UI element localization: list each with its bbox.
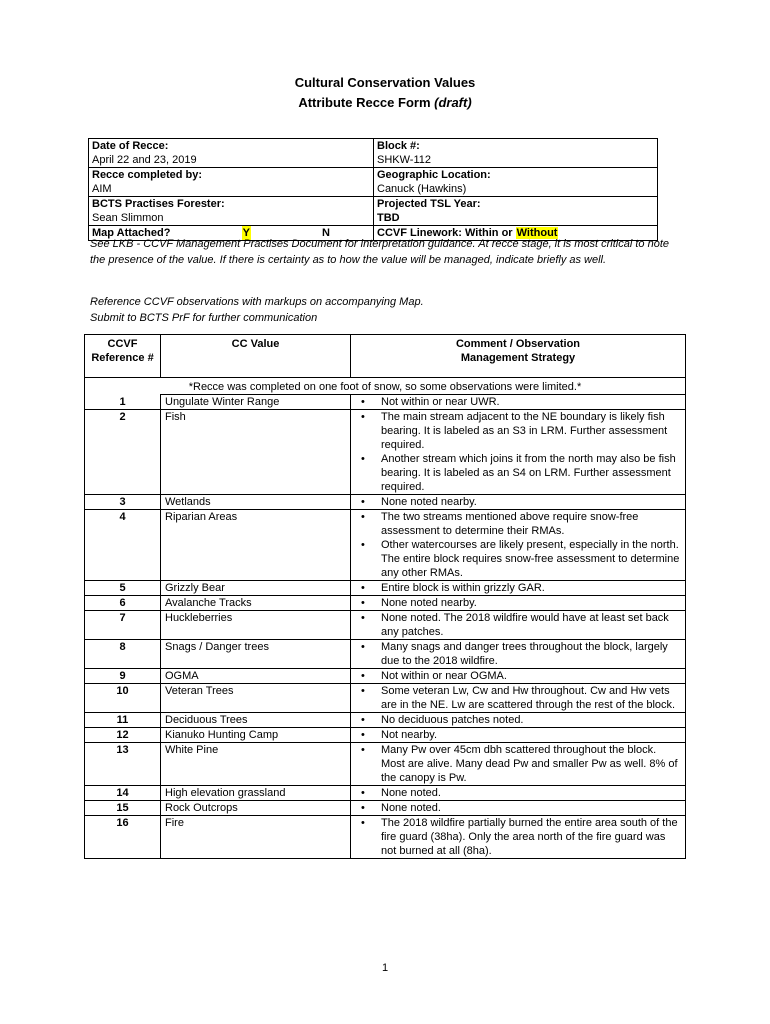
reference-note-line2: Submit to BCTS PrF for further communication [90,312,318,324]
recce-info-table [88,138,658,241]
linework-label: CCVF Linework: [377,227,462,239]
date-label: Date of Recce: [92,140,169,152]
forester-value: Sean Slimmon [92,212,164,224]
cc-value-cell: Avalanche Tracks [161,596,351,611]
comment-list [355,728,681,742]
comment-cell [351,816,686,859]
ccvf-ref-cell: 2 [85,410,161,495]
comment-bullet: • No deciduous patches noted. [375,713,681,727]
form-subtitle [0,95,770,110]
comment-cell [351,510,686,581]
table-row [85,743,686,786]
comment-list [355,611,681,639]
cc-value-cell: Ungulate Winter Range [161,395,351,410]
ccvf-ref-cell: 10 [85,684,161,713]
comment-bullet: • Not nearby. [375,728,681,742]
comment-cell [351,611,686,640]
snow-note: *Recce was completed on one foot of snow, so some observations were limited.* [85,378,686,395]
cc-value-cell: Fire [161,816,351,859]
geo-value: Canuck (Hawkins) [377,183,467,195]
comment-header-line1: Comment / Observation [455,338,581,350]
comment-list [355,640,681,668]
ccvf-ref-cell: 16 [85,816,161,859]
cc-value-cell: Kianuko Hunting Camp [161,728,351,743]
ccvf-ref-cell: 4 [85,510,161,581]
completed-cell [89,168,374,197]
completed-value: AIM [92,183,112,195]
cc-value-cell: Snags / Danger trees [161,640,351,669]
geo-label: Geographic Location: [377,169,491,181]
comment-bullet: • None noted. The 2018 wildfire would have at least set back any patches. [375,611,681,639]
table-row [85,410,686,495]
block-value: SHKW-112 [377,154,432,166]
comment-bullet: • Some veteran Lw, Cw and Hw throughout. Cw and Hw vets are in the NE. Lw are scattered through the rest of the block. [375,684,681,712]
forester-cell [89,197,374,226]
cc-value-cell: Wetlands [161,495,351,510]
comment-column-header [351,335,686,378]
ccvf-ref-cell: 13 [85,743,161,786]
comment-cell [351,684,686,713]
map-no-option: N [322,227,330,239]
draft-label: (draft) [434,95,472,110]
table-row [85,801,686,816]
table-row [85,510,686,581]
linework-without: Without [516,227,558,239]
comment-list [355,495,681,509]
comment-bullet: • None noted nearby. [375,495,681,509]
table-row [85,728,686,743]
comment-list [355,743,681,785]
table-row [85,395,686,410]
comment-list [355,669,681,683]
ccvf-ref-cell: 8 [85,640,161,669]
table-row [85,581,686,596]
table-row [85,786,686,801]
comment-bullet: • None noted nearby. [375,596,681,610]
comment-bullet: • Another stream which joins it from the north may also be fish bearing. It is labeled as an S4 on LRM. Further assessment required. [375,452,681,494]
ccvf-ref-cell: 11 [85,713,161,728]
table-row [85,640,686,669]
comment-bullet: • The two streams mentioned above require snow-free assessment to determine their RMAs. [375,510,681,538]
comment-bullet: • Other watercourses are likely present, especially in the north. The entire block requires snow-free assessment to determine any other RMAs. [375,538,681,580]
comment-cell [351,581,686,596]
comment-cell [351,395,686,410]
table-row [85,669,686,684]
page-number: 1 [381,962,389,974]
reference-note-line1: Reference CCVF observations with markups on accompanying Map. [90,296,424,308]
comment-list [355,816,681,858]
comment-cell [351,410,686,495]
comment-bullet: • The main stream adjacent to the NE boundary is likely fish bearing. It is labeled as an S3 in LRM. Further assessment required. [375,410,681,452]
table-row [85,596,686,611]
map-label: Map Attached? [92,227,171,239]
comment-list [355,801,681,815]
comment-cell [351,495,686,510]
ref-column-header: CCVF Reference # [85,335,161,378]
comment-cell [351,640,686,669]
comment-list [355,786,681,800]
reference-note [90,294,680,326]
comment-header-line2: Management Strategy [460,352,576,364]
comment-bullet: • None noted. [375,786,681,800]
table-header-row [85,335,686,378]
cc-value-cell: Veteran Trees [161,684,351,713]
date-value: April 22 and 23, 2019 [92,154,197,166]
cc-value-cell: Fish [161,410,351,495]
forester-label: BCTS Practises Forester: [92,198,225,210]
comment-list [355,581,681,595]
ccvf-ref-cell: 5 [85,581,161,596]
comment-bullet: • Many Pw over 45cm dbh scattered throughout the block. Most are alive. Many dead Pw and smaller Pw as well. 8% of the canopy is Pw. [375,743,681,785]
comment-cell [351,728,686,743]
comment-list [355,510,681,580]
block-label: Block #: [377,140,420,152]
ccvf-ref-cell: 1 [85,395,161,410]
comment-list [355,596,681,610]
ccvf-ref-cell: 3 [85,495,161,510]
ccvf-ref-cell: 7 [85,611,161,640]
comment-bullet: • None noted. [375,801,681,815]
table-row [85,816,686,859]
guidance-note: See LKB - CCVF Management Practises Document for interpretation guidance. At recce stage, it is most critical to note the presence of the value. If there is certainty as to how the value will be managed, indicate briefly as well. [90,238,669,266]
map-yes-option: Y [242,227,250,239]
date-cell [89,139,374,168]
tsl-cell [374,197,658,226]
completed-label: Recce completed by: [92,169,203,181]
comment-bullet: • Entire block is within grizzly GAR. [375,581,681,595]
cc-value-cell: Grizzly Bear [161,581,351,596]
cc-value-cell: Huckleberries [161,611,351,640]
table-row [85,684,686,713]
geo-cell [374,168,658,197]
ccvf-ref-cell: 12 [85,728,161,743]
form-title: Cultural Conservation Values [294,75,476,90]
comment-list [355,713,681,727]
comment-cell [351,596,686,611]
linework-within: Within [465,227,499,239]
cc-value-cell: Deciduous Trees [161,713,351,728]
ccvf-ref-cell: 15 [85,801,161,816]
comment-cell [351,713,686,728]
ccvf-ref-cell: 14 [85,786,161,801]
comment-list [355,410,681,494]
ccvf-ref-cell: 9 [85,669,161,684]
tsl-value: TBD [377,212,400,224]
comment-cell [351,669,686,684]
comment-list [355,395,681,409]
cc-value-cell: Riparian Areas [161,510,351,581]
comment-cell [351,801,686,816]
cc-value-cell: Rock Outcrops [161,801,351,816]
subtitle-text: Attribute Recce Form [298,95,435,110]
table-row [85,713,686,728]
table-row [85,611,686,640]
comment-cell [351,786,686,801]
tsl-label: Projected TSL Year: [377,198,481,210]
cc-value-cell: OGMA [161,669,351,684]
ccvf-table [84,334,686,859]
cc-value-cell: White Pine [161,743,351,786]
comment-bullet: • The 2018 wildfire partially burned the entire area south of the fire guard (38ha). Only the area north of the fire guard was not burned at all (8ha). [375,816,681,858]
linework-or: or [501,227,513,239]
value-column-header: CC Value [161,335,351,378]
comment-cell [351,743,686,786]
cc-value-cell: High elevation grassland [161,786,351,801]
comment-bullet: • Not within or near UWR. [375,395,681,409]
comment-bullet: • Not within or near OGMA. [375,669,681,683]
snow-note-row [85,378,686,395]
ccvf-ref-cell: 6 [85,596,161,611]
comment-bullet: • Many snags and danger trees throughout the block, largely due to the 2018 wildfire. [375,640,681,668]
comment-list [355,684,681,712]
table-row [85,495,686,510]
block-cell [374,139,658,168]
